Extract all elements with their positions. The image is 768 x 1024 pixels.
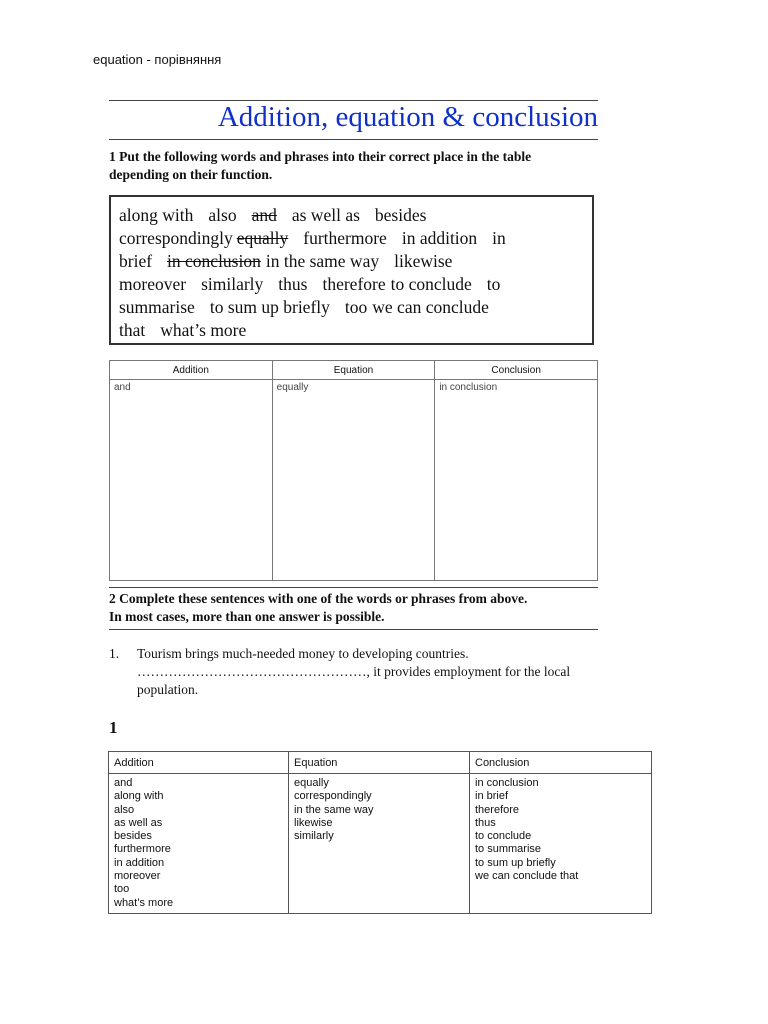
column-header-addition: Addition bbox=[110, 361, 273, 380]
answer-item: as well as bbox=[114, 816, 163, 829]
sentence-line: Tourism brings much-needed money to developing countries. bbox=[137, 646, 469, 661]
word-box-line bbox=[119, 227, 584, 250]
word-box bbox=[109, 195, 594, 345]
answer-item: therefore bbox=[475, 803, 520, 816]
answer-item: too bbox=[114, 883, 130, 896]
word: also bbox=[208, 205, 237, 225]
word: similarly bbox=[201, 274, 264, 294]
answer-item: to summarise bbox=[475, 843, 542, 856]
column-header-conclusion: Conclusion bbox=[435, 361, 598, 380]
column-header-equation: Equation bbox=[272, 361, 435, 380]
word: to bbox=[486, 274, 501, 294]
word-box-line bbox=[119, 296, 584, 319]
answer-header-addition: Addition bbox=[109, 752, 289, 774]
word: too bbox=[344, 297, 368, 317]
word: correspondingly bbox=[119, 228, 233, 248]
exercise2-instruction-line2: In most cases, more than one answer is possible. bbox=[109, 609, 385, 624]
word: that bbox=[119, 320, 146, 340]
word: we can conclude bbox=[372, 297, 489, 317]
struck-word: in conclusion bbox=[167, 251, 261, 271]
word: likewise bbox=[394, 251, 453, 271]
exercise2-instruction bbox=[109, 590, 598, 626]
title-rule-bottom bbox=[109, 139, 598, 140]
answer-item: also bbox=[114, 803, 135, 816]
word: as well as bbox=[291, 205, 360, 225]
sentence-blank-line: ……………………………………………, it provides employment for the local bbox=[137, 664, 571, 679]
answer-item: in conclusion bbox=[475, 777, 539, 789]
table-cell-conclusion: in conclusion bbox=[435, 380, 598, 581]
word-box-line bbox=[119, 250, 584, 273]
page-title: Addition, equation & conclusion bbox=[217, 101, 598, 133]
exercise2-rule-bottom bbox=[109, 629, 598, 630]
page-note: equation - порівняння bbox=[93, 52, 222, 67]
word-box-line bbox=[119, 319, 584, 342]
answer-item: and bbox=[114, 777, 133, 789]
word: in addition bbox=[401, 228, 478, 248]
word: summarise bbox=[119, 297, 195, 317]
word: moreover bbox=[119, 274, 187, 294]
answer-header-equation: Equation bbox=[289, 752, 470, 774]
struck-word: equally bbox=[236, 228, 289, 248]
answer-item: equally bbox=[294, 777, 329, 789]
answer-item: in brief bbox=[475, 790, 509, 803]
word: along with bbox=[119, 205, 194, 225]
word: besides bbox=[374, 205, 427, 225]
answer-item: likewise bbox=[294, 816, 333, 829]
word: brief bbox=[119, 251, 153, 271]
struck-word: and bbox=[251, 205, 277, 225]
word: in bbox=[492, 228, 506, 248]
table-cell-equation: equally bbox=[272, 380, 435, 581]
word-box-line bbox=[119, 273, 584, 296]
exercise2-rule-top bbox=[109, 587, 598, 588]
word: to sum up briefly bbox=[209, 297, 330, 317]
answer-column-conclusion bbox=[470, 774, 652, 914]
answer-item: besides bbox=[114, 830, 152, 843]
answers-heading: 1 bbox=[109, 718, 118, 737]
answer-item: furthermore bbox=[114, 843, 171, 856]
answer-item: we can conclude that bbox=[475, 870, 579, 883]
answer-item: thus bbox=[475, 816, 496, 829]
answer-item: what’s more bbox=[114, 896, 174, 909]
sentence-number: 1. bbox=[109, 646, 120, 661]
word: in the same way bbox=[265, 251, 380, 271]
answer-item: to sum up briefly bbox=[475, 856, 556, 869]
answer-table bbox=[108, 751, 652, 914]
word: what’s more bbox=[160, 320, 247, 340]
answer-header-conclusion: Conclusion bbox=[470, 752, 652, 774]
answer-item: moreover bbox=[114, 870, 161, 883]
word: to conclude bbox=[390, 274, 472, 294]
sentence-1 bbox=[109, 645, 589, 699]
exercise2-instruction-line1: 2 Complete these sentences with one of the words or phrases from above. bbox=[109, 591, 528, 606]
word: furthermore bbox=[303, 228, 387, 248]
word-box-line bbox=[119, 204, 584, 227]
answer-item: to conclude bbox=[475, 830, 532, 843]
sentence-line: population. bbox=[137, 682, 199, 697]
answer-item: correspondingly bbox=[294, 790, 372, 803]
exercise1-instruction-line1: 1 Put the following words and phrases into their correct place in the table bbox=[109, 149, 532, 164]
table-cell-addition: and bbox=[110, 380, 273, 581]
exercise1-table bbox=[109, 360, 598, 581]
answer-item: in the same way bbox=[294, 803, 374, 816]
answer-item: similarly bbox=[294, 830, 334, 843]
answer-column-addition bbox=[109, 774, 289, 914]
exercise1-instruction bbox=[109, 148, 598, 184]
answer-item: in addition bbox=[114, 856, 165, 869]
exercise1-instruction-line2: depending on their function. bbox=[109, 167, 273, 182]
word: therefore bbox=[322, 274, 386, 294]
answer-item: along with bbox=[114, 790, 164, 803]
word: thus bbox=[278, 274, 308, 294]
answer-column-equation bbox=[289, 774, 470, 914]
